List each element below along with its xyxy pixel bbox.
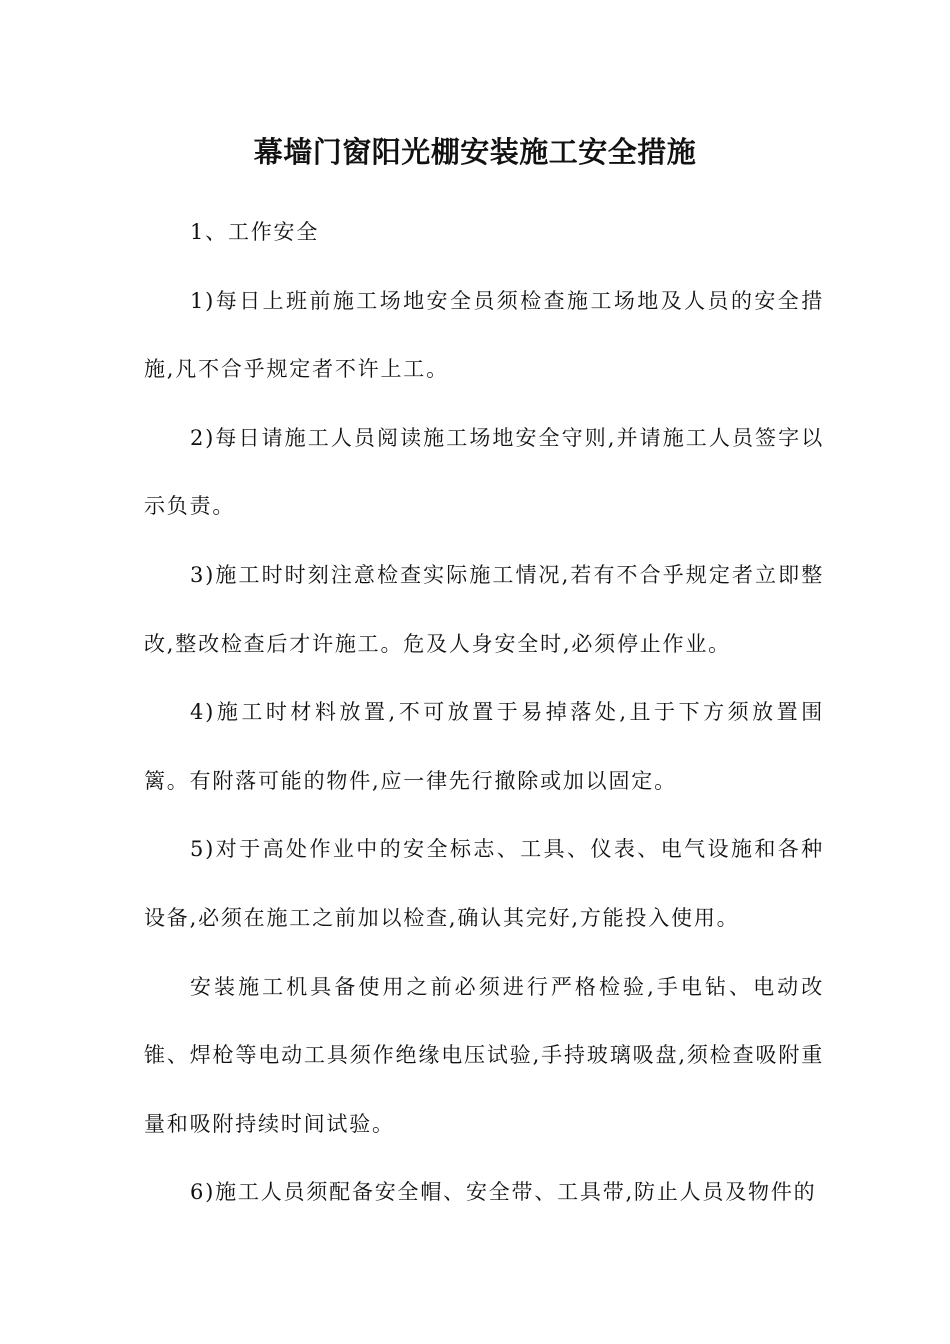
paragraph-item-1: 1)每日上班前施工场地安全员须检查施工场地及人员的安全措施,凡不合乎规定者不许上工。 [144,288,824,382]
paragraph-item-3: 3)施工时时刻注意检查实际施工情况,若有不合乎规定者立即整改,整改检查后才许施工。危及人身安全时,必须停止作业。 [144,562,824,656]
paragraph-tool-inspection: 安装施工机具备使用之前必须进行严格检验,手电钻、电动改锥、焊枪等电动工具须作绝缘电压试验,手持玻璃吸盘,须检查吸附重量和吸附持续时间试验。 [144,974,824,1136]
paragraph-item-4: 4)施工时材料放置,不可放置于易掉落处,且于下方须放置围篱。有附落可能的物件,应一律先行撤除或加以固定。 [144,700,824,793]
document-body [144,198,824,1227]
document-title: 幕墙门窗阳光棚安装施工安全措施 [253,135,697,169]
paragraph-item-6: 6)施工人员须配备安全帽、安全带、工具带,防止人员及物件的 [190,1180,817,1205]
section-heading-work-safety: 1、工作安全 [190,220,320,244]
paragraph-item-2: 2)每日请施工人员阅读施工场地安全守则,并请施工人员签字以示负责。 [144,425,824,519]
paragraph-item-5: 5)对于高处作业中的安全标志、工具、仪表、电气设施和各种设备,必须在施工之前加以检查,确认其完好,方能投入使用。 [144,837,824,930]
